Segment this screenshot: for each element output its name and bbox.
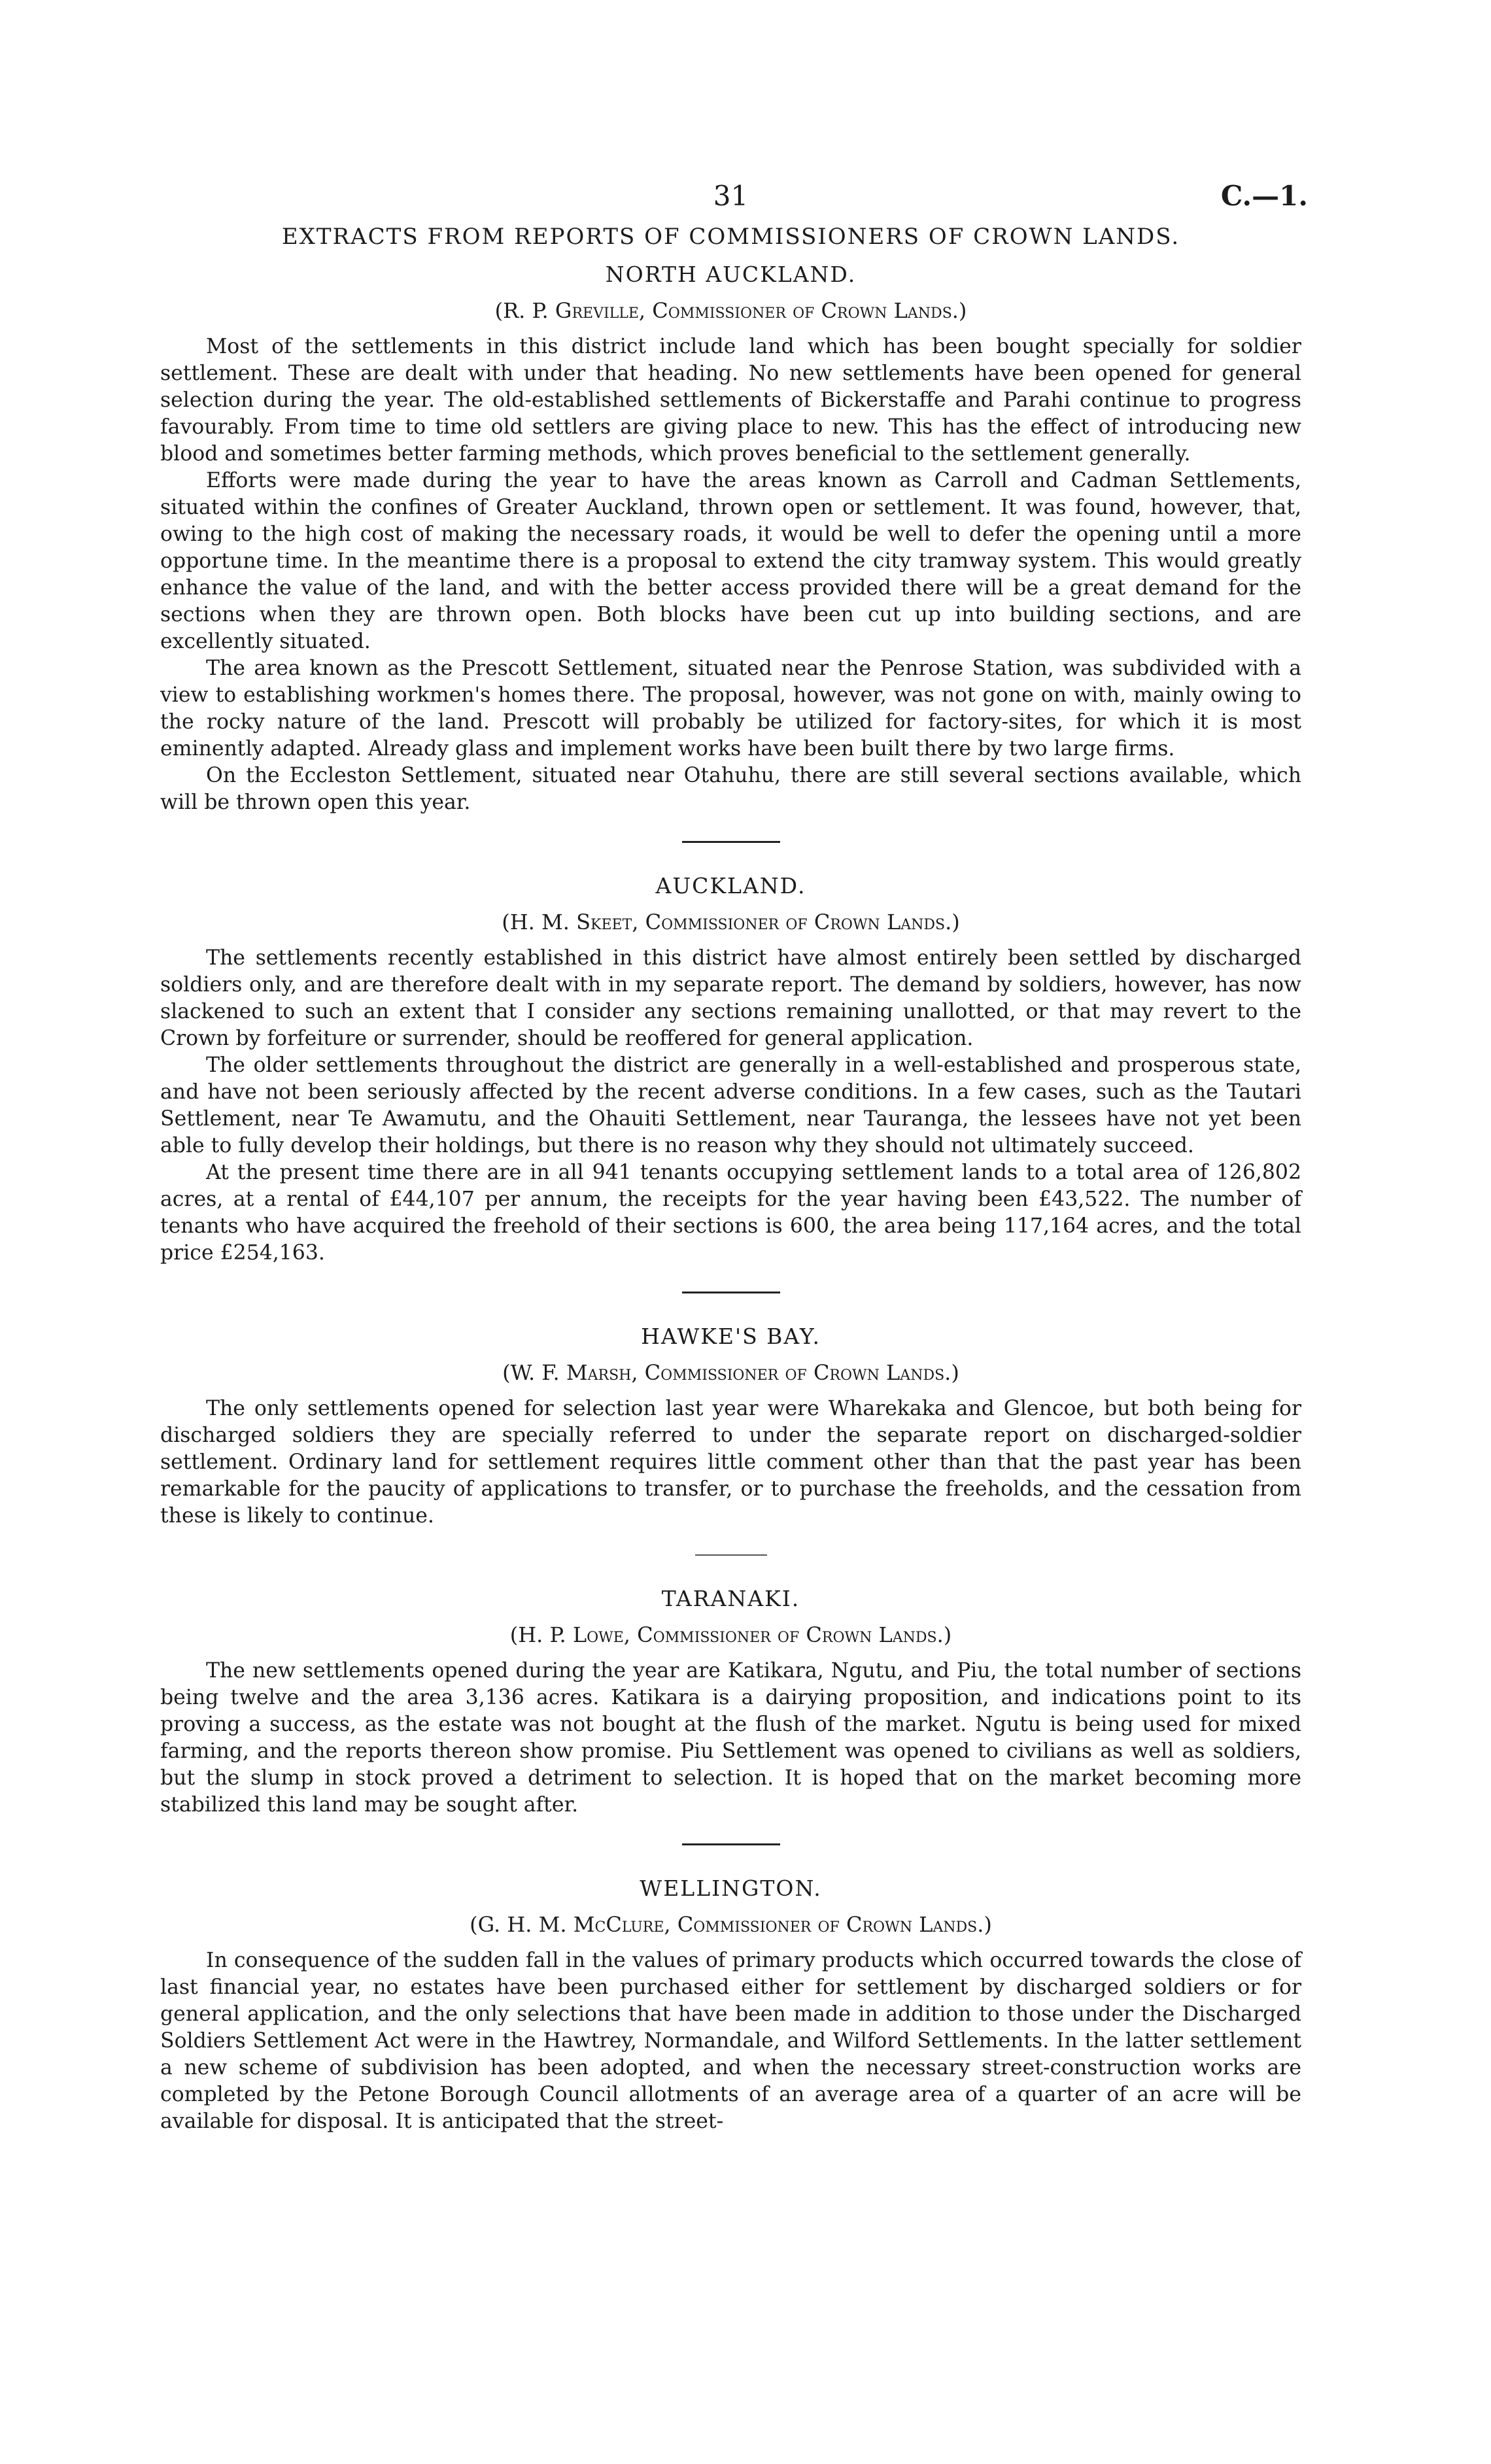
- page-header: [160, 177, 1308, 222]
- paragraph: The settlements recently established in this district have almost entirely been settled by discharged soldiers only, and are therefore dealt with in my separate report. The demand by soldiers, however, has now slackened to such an extent that I consider any sections remaining unallotted, or that may revert to the Crown by forfeiture or surrender, should be reoffered for general application.: [160, 946, 1301, 1050]
- main-title: EXTRACTS FROM REPORTS OF COMMISSIONERS OF CROWN LANDS.: [281, 224, 1180, 250]
- commissioner-line: (W. F. Marsh, Commissioner of Crown Lands.): [502, 1360, 959, 1385]
- section-auckland: [160, 872, 1301, 1267]
- paragraph: The area known as the Prescott Settlement, situated near the Penrose Station, was subdivided with a view to establishing workmen's homes there. The proposal, however, was not gone on with, mainly owing to the rocky nature of the land. Prescott will probably be utilized for factory-sites, for which it is most eminently adapted. Already glass and implement works have been built there by two large firms.: [160, 657, 1301, 761]
- document-code: C.—1.: [1220, 180, 1308, 212]
- commissioner-line: (H. M. Skeet, Commissioner of Crown Lands.): [502, 910, 960, 934]
- paragraph: At the present time there are in all 941 tenants occupying settlement lands to a total area of 126,802 acres, at a rental of £44,107 per annum, the receipts for the year having been £43,522. The number of tenants who have acquired the freehold of their sections is 600, the area being 117,164 acres, and the total price £254,163.: [160, 1161, 1301, 1265]
- section-heading: NORTH AUCKLAND.: [605, 262, 857, 287]
- section-north-auckland: [160, 260, 1301, 816]
- section-heading: WELLINGTON.: [640, 1875, 822, 1901]
- paragraph: The older settlements throughout the district are generally in a well-established and prosperous state, and have not been seriously affected by the recent adverse conditions. In a few cases, such as the Tautari Settlement, near Te Awamutu, and the Ohauiti Settlement, near Tauranga, the lessees have not yet been able to fully develop their holdings, but there is no reason why they should not ultimately succeed.: [160, 1053, 1301, 1157]
- paragraph: The only settlements opened for selection last year were Wharekaka and Glencoe, but both being for discharged soldiers they are specially referred to under the separate report on discharged-soldier settlement. Ordinary land for settlement requires little comment other than that the past year has been remarkable for the paucity of applications to transfer, or to purchase the freeholds, and the cessation from these is likely to continue.: [160, 1397, 1301, 1528]
- paragraph: The new settlements opened during the year are Katikara, Ngutu, and Piu, the total number of sections being twelve and the area 3,136 acres. Katikara is a dairying proposition, and indications point to its proving a success, as the estate was not bought at the flush of the market. Ngutu is being used for mixed farming, and the reports thereon show promise. Piu Settlement was opened to civilians as well as soldiers, but the slump in stock proved a detriment to selection. It is hoped that on the market becoming more stabilized this land may be sought after.: [160, 1659, 1301, 1817]
- commissioner-line: (R. P. Greville, Commissioner of Crown Lands.): [494, 298, 967, 323]
- section-hawkes-bay: [160, 1322, 1301, 1530]
- section-divider: [682, 1843, 780, 1845]
- section-taranaki: [160, 1584, 1301, 1819]
- section-heading: HAWKE'S BAY.: [641, 1324, 821, 1349]
- paragraph: On the Eccleston Settlement, situated near Otahuhu, there are still several sections available, which will be thrown open this year.: [160, 764, 1301, 814]
- paragraph: Most of the settlements in this district include land which has been bought specially for soldier settlement. These are dealt with under that heading. No new settlements have been opened for general selection during the year. The old-established settlements of Bickerstaffe and Parahi continue to progress favourably. From time to time old settlers are giving place to new. This has the effect of introducing new blood and sometimes better farming methods, which proves beneficial to the settlement generally.: [160, 335, 1301, 466]
- section-divider: [695, 1554, 767, 1556]
- page-number: 31: [713, 180, 749, 212]
- section-heading: TARANAKI.: [661, 1586, 800, 1611]
- section-wellington: [160, 1874, 1301, 2135]
- commissioner-line: (H. P. Lowe, Commissioner of Crown Lands.): [509, 1622, 952, 1647]
- commissioner-line: (G. H. M. McClure, Commissioner of Crown Lands.): [470, 1912, 992, 1937]
- paragraph: In consequence of the sudden fall in the values of primary products which occurred towards the close of last financial year, no estates have been purchased either for settlement by discharged soldiers or for general application, and the only selections that have been made in addition to those under the Discharged Soldiers Settlement Act were in the Hawtrey, Normandale, and Wilford Settlements. In the latter settlement a new scheme of subdivision has been adopted, and when the necessary street-construction works are completed by the Petone Borough Council allotments of an average area of a quarter of an acre will be available for disposal. It is anticipated that the street-: [160, 1949, 1301, 2133]
- section-divider: [682, 1292, 780, 1293]
- section-divider: [682, 841, 780, 843]
- document-page: [160, 177, 1308, 2135]
- paragraph: Efforts were made during the year to have the areas known as Carroll and Cadman Settlements, situated within the confines of Greater Auckland, thrown open or settlement. It was found, however, that, owing to the high cost of making the necessary roads, it would be well to defer the opening until a more opportune time. In the meantime there is a proposal to extend the city tramway system. This would greatly enhance the value of the land, and with the better access provided there will be a great demand for the sections when they are thrown open. Both blocks have been cut up into building sections, and are excellently situated.: [160, 469, 1301, 653]
- section-heading: AUCKLAND.: [655, 873, 806, 898]
